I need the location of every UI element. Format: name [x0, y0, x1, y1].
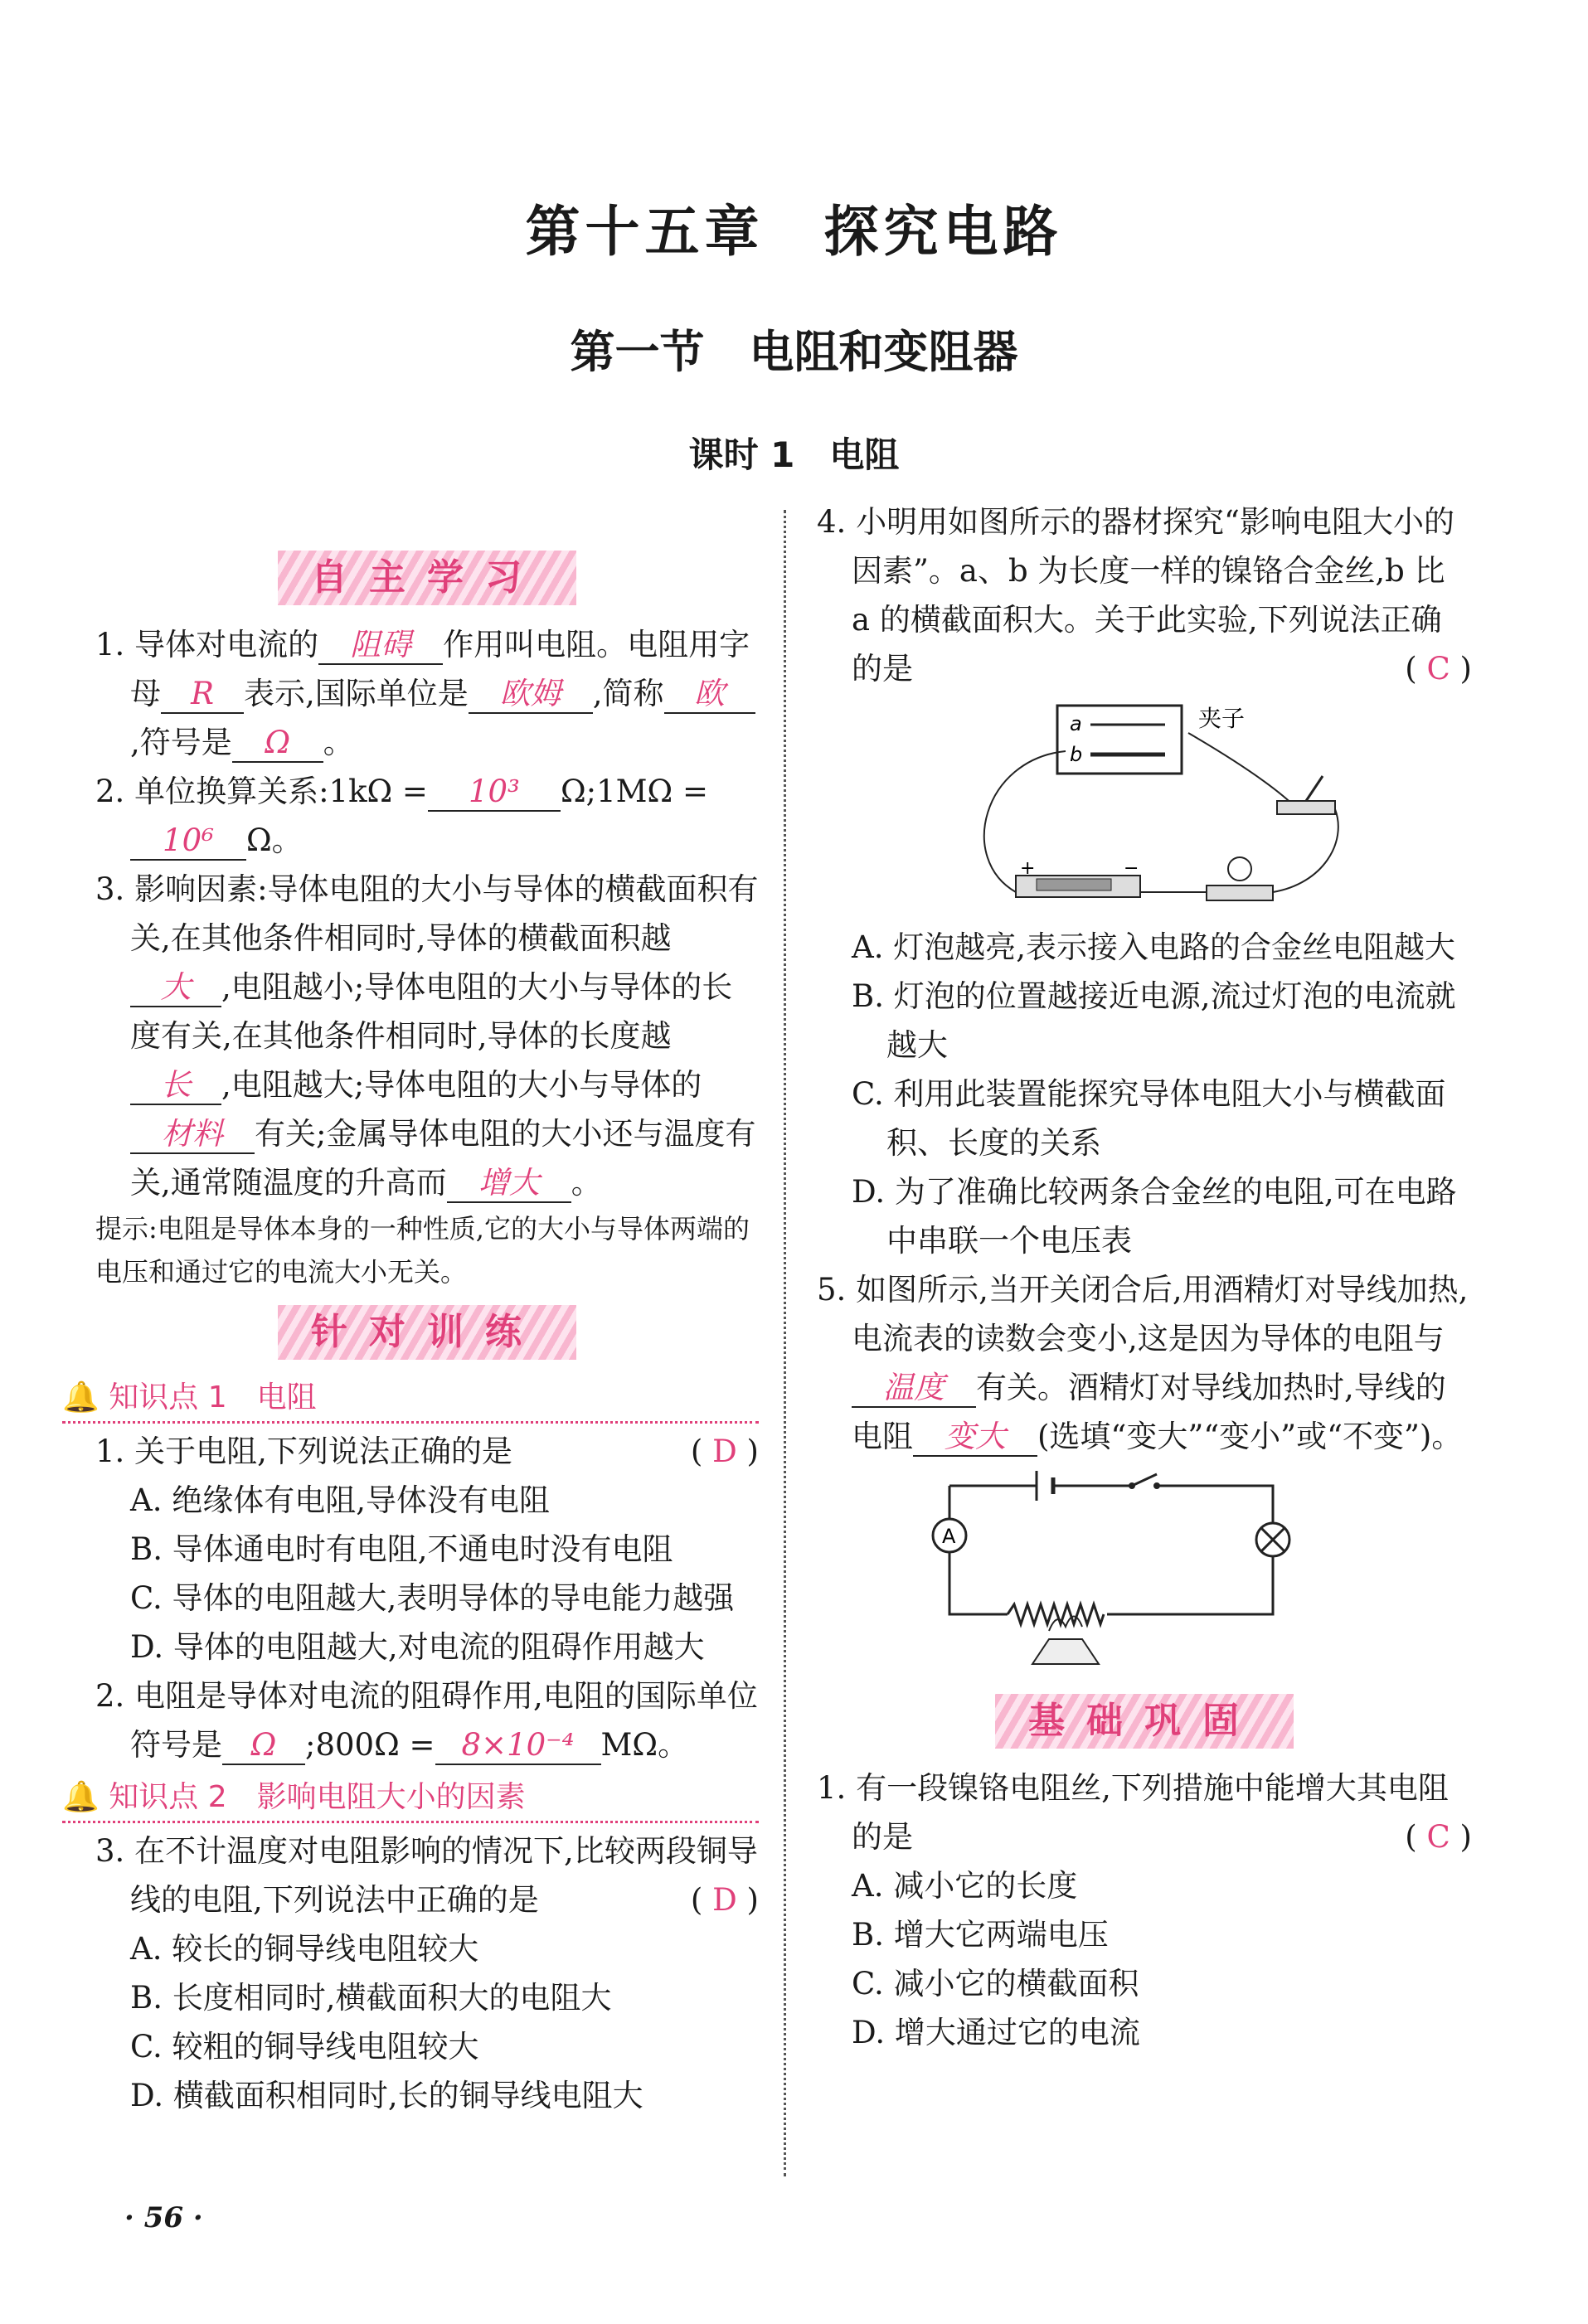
answer-blank: R	[161, 676, 244, 714]
answer-blank: 变大	[913, 1419, 1037, 1457]
banner-consolidate: 基础巩固	[817, 1694, 1472, 1749]
answer-blank: 材料	[130, 1116, 255, 1154]
label-plus: +	[1020, 858, 1036, 879]
option-b: B. 长度相同时,横截面积大的电阻大	[130, 1980, 612, 2016]
right-column	[817, 497, 1472, 2057]
label-a: a	[1070, 712, 1082, 735]
option-b: B. 导体通电时有电阻,不通电时没有电阻	[130, 1531, 673, 1567]
option-c: C. 导体的电阻越大,表明导体的导电能力越强	[130, 1580, 735, 1616]
label-clip: 夹子	[1198, 705, 1246, 732]
option-d: D. 横截面积相同时,长的铜导线电阻大	[130, 2078, 643, 2113]
question-t1: 1. 关于电阻,下列说法正确的是 ( D )	[95, 1434, 759, 1469]
answer: D	[712, 1434, 737, 1469]
option-b: B. 增大它两端电压	[852, 1917, 1109, 1953]
knowledge-point-2: 🔔 知识点 2 影响电阻大小的因素	[62, 1774, 759, 1823]
answer-blank: 10³	[428, 774, 561, 812]
answer-blank: 8×10⁻⁴	[435, 1727, 601, 1765]
column-divider	[784, 510, 786, 2176]
option-a: A. 灯泡越亮,表示接入电路的合金丝电阻越大	[852, 929, 1456, 965]
heating-circuit-figure	[817, 1461, 1472, 1668]
left-column	[62, 539, 759, 2120]
option-a: A. 绝缘体有电阻,导体没有电阻	[130, 1482, 551, 1518]
resistance-experiment-figure	[817, 693, 1472, 909]
answer: C	[1426, 651, 1450, 687]
lesson-title: 课时 1 电阻	[688, 434, 900, 475]
option-c: C. 利用此装置能探究导体电阻大小与横截面积、长度的关系	[852, 1076, 1446, 1161]
option-b: B. 灯泡的位置越接近电源,流过灯泡的电流就越大	[852, 978, 1456, 1063]
banner-self-study: 自主学习	[95, 551, 759, 605]
answer-blank: 欧姆	[469, 676, 593, 714]
answer-blank: 阻碍	[318, 627, 443, 665]
section-title: 第一节 电阻和变阻器	[570, 325, 1018, 378]
answer-blank: Ω	[222, 1727, 305, 1765]
ammeter-label: A	[942, 1525, 956, 1548]
label-minus: −	[1124, 858, 1139, 879]
banner-targeted: 针对训练	[95, 1305, 759, 1360]
self-study-q2: 2. 单位换算关系:1kΩ = 10³ Ω;1MΩ =10⁶ Ω。	[95, 767, 759, 865]
label-b: b	[1070, 743, 1083, 766]
option-d: D. 导体的电阻越大,对电流的阻碍作用越大	[130, 1629, 705, 1665]
answer: C	[1426, 1819, 1450, 1855]
answer-blank: 10⁶	[130, 822, 246, 861]
tip-text: 提示:电阻是导体本身的一种性质,它的大小与导体两端的电压和通过它的电流大小无关。	[95, 1213, 750, 1288]
answer-blank: 温度	[852, 1370, 976, 1408]
question-t5: 5. 如图所示,当开关闭合后,用酒精灯对导线加热,电流表的读数会变小,这是因为导体的电阻与温度 有关。酒精灯对导线加热时,导线的电阻 变大 (选填“变大”“变小”或“不变”)。	[817, 1265, 1472, 1461]
option-a: A. 减小它的长度	[852, 1868, 1078, 1904]
answer-blank: 欧	[664, 676, 755, 714]
question-t3: 3. 在不计温度对电阻影响的情况下,比较两段铜导线的电阻,下列说法中正确的是 ( D )	[95, 1833, 759, 1918]
question-c1: 1. 有一段镍铬电阻丝,下列措施中能增大其电阻的是 ( C )	[817, 1770, 1472, 1855]
answer-blank: 大	[130, 969, 221, 1007]
page-number: · 56 ·	[124, 2201, 203, 2234]
question-t2: 2. 电阻是导体对电流的阻碍作用,电阻的国际单位符号是 Ω ;800Ω = 8×10⁻⁴ MΩ。	[95, 1671, 759, 1769]
answer-blank: Ω	[232, 725, 323, 763]
option-c: C. 减小它的横截面积	[852, 1966, 1139, 2001]
self-study-q1: 1. 导体对电流的 阻碍 作用叫电阻。电阻用字母 R 表示,国际单位是 欧姆 ,简称 欧,符号是 Ω 。	[95, 620, 759, 767]
answer-blank: 长	[130, 1067, 221, 1105]
self-study-q3: 3. 影响因素:导体电阻的大小与导体的横截面积有关,在其他条件相同时,导体的横截面积越大 ,电阻越小;导体电阻的大小与导体的长度有关,在其他条件相同时,导体的长度越长 ,电阻越大;导体电阻的大小与导体的材料 有关;金属导体电阻的大小还与温度有关,通常随温度的升高而 增大 。	[95, 865, 759, 1207]
option-c: C. 较粗的铜导线电阻较大	[130, 2029, 479, 2064]
question-t4: 4. 小明用如图所示的器材探究“影响电阻大小的因素”。a、b 为长度一样的镍铬合金丝,b 比 a 的横截面积大。关于此实验,下列说法正确的是 ( C )	[817, 504, 1472, 687]
option-d: D. 为了准确比较两条合金丝的电阻,可在电路中串联一个电压表	[852, 1174, 1457, 1259]
answer: D	[712, 1882, 737, 1918]
option-d: D. 增大通过它的电流	[852, 2015, 1140, 2050]
option-a: A. 较长的铜导线电阻较大	[130, 1931, 479, 1967]
knowledge-point-1: 🔔 知识点 1 电阻	[62, 1375, 759, 1424]
chapter-title: 第十五章 探究电路	[525, 200, 1063, 264]
answer-blank: 增大	[447, 1165, 571, 1203]
